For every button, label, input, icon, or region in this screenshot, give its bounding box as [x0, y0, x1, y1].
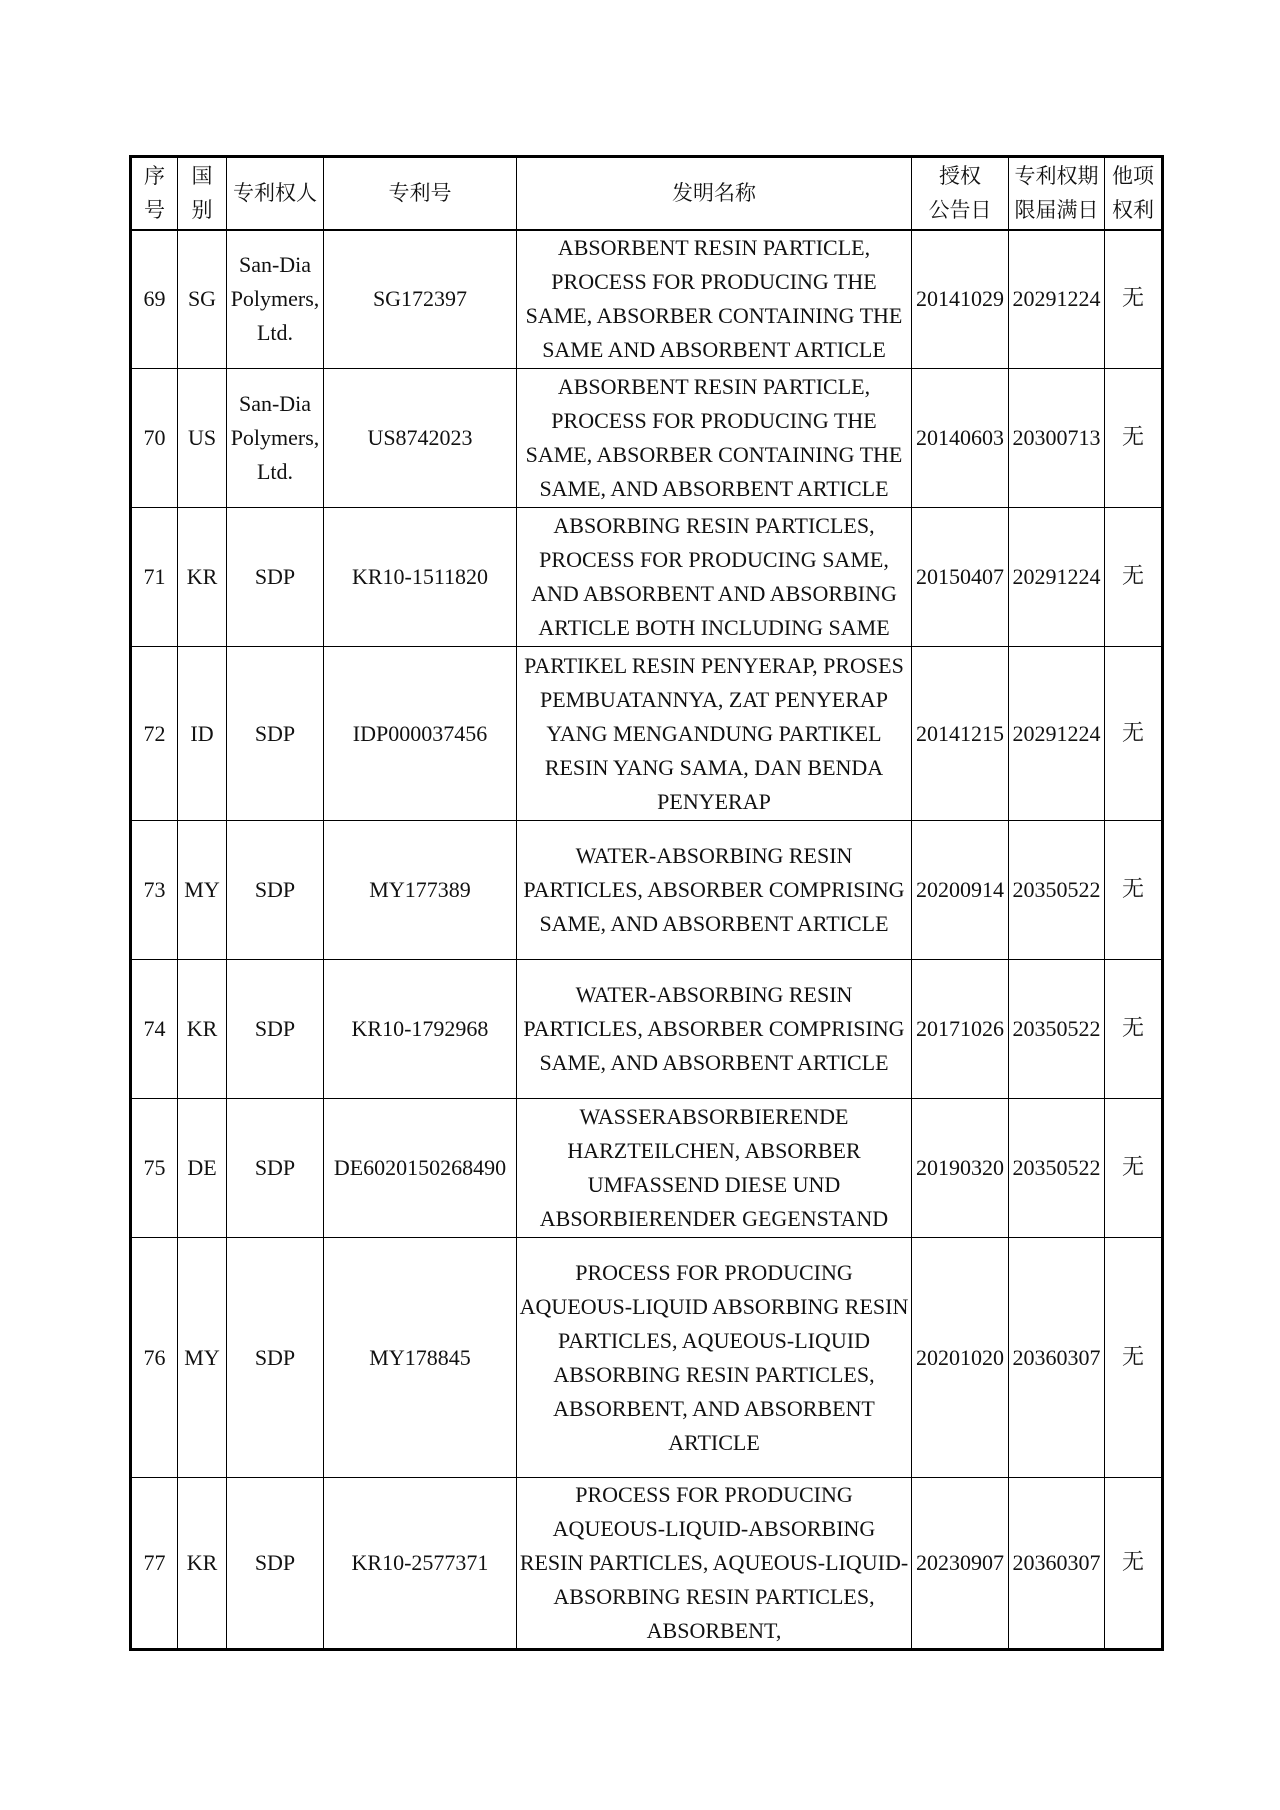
cell-owner: SDP: [227, 960, 324, 1099]
cell-seq: 71: [131, 508, 178, 647]
cell-patent-no: IDP000037456: [324, 647, 517, 821]
cell-expiry-date: 20350522: [1009, 960, 1105, 1099]
cell-other-rights: 无: [1105, 1478, 1163, 1650]
cell-expiry-date: 20291224: [1009, 508, 1105, 647]
header-row: [131, 157, 1163, 230]
cell-owner: SDP: [227, 821, 324, 960]
cell-country: ID: [178, 647, 227, 821]
cell-title: ABSORBING RESIN PARTICLES, PROCESS FOR PRODUCING SAME, AND ABSORBENT AND ABSORBING ARTICLE BOTH INCLUDING SAME: [517, 508, 912, 647]
table-row: [131, 369, 1163, 508]
cell-title: WATER-ABSORBING RESIN PARTICLES, ABSORBER COMPRISING SAME, AND ABSORBENT ARTICLE: [517, 821, 912, 960]
cell-owner: SDP: [227, 647, 324, 821]
cell-expiry-date: 20350522: [1009, 1099, 1105, 1238]
cell-grant-date: 20171026: [912, 960, 1009, 1099]
header-country: 国 别: [178, 157, 227, 230]
cell-expiry-date: 20360307: [1009, 1238, 1105, 1478]
cell-title: PROCESS FOR PRODUCING AQUEOUS-LIQUID-ABSORBING RESIN PARTICLES, AQUEOUS-LIQUID-ABSORBING RESIN PARTICLES, ABSORBENT,: [517, 1478, 912, 1650]
table-row: [131, 1099, 1163, 1238]
table-row: [131, 1478, 1163, 1650]
cell-patent-no: KR10-1511820: [324, 508, 517, 647]
cell-patent-no: MY177389: [324, 821, 517, 960]
table-row: [131, 1238, 1163, 1478]
cell-seq: 69: [131, 230, 178, 369]
cell-title: WASSERABSORBIERENDE HARZTEILCHEN, ABSORBER UMFASSEND DIESE UND ABSORBIERENDER GEGENSTAND: [517, 1099, 912, 1238]
cell-seq: 76: [131, 1238, 178, 1478]
cell-country: KR: [178, 508, 227, 647]
header-owner: 专利权人: [227, 157, 324, 230]
cell-expiry-date: 20360307: [1009, 1478, 1105, 1650]
cell-other-rights: 无: [1105, 508, 1163, 647]
cell-owner: SDP: [227, 1099, 324, 1238]
cell-owner: SDP: [227, 1478, 324, 1650]
cell-title: ABSORBENT RESIN PARTICLE, PROCESS FOR PRODUCING THE SAME, ABSORBER CONTAINING THE SAME, AND ABSORBENT ARTICLE: [517, 369, 912, 508]
header-patent-no: 专利号: [324, 157, 517, 230]
cell-other-rights: 无: [1105, 369, 1163, 508]
cell-country: MY: [178, 1238, 227, 1478]
cell-grant-date: 20140603: [912, 369, 1009, 508]
header-seq: 序 号: [131, 157, 178, 230]
header-expiry-date: 专利权期 限届满日: [1009, 157, 1105, 230]
cell-seq: 72: [131, 647, 178, 821]
cell-patent-no: KR10-2577371: [324, 1478, 517, 1650]
table-row: [131, 508, 1163, 647]
table-row: [131, 960, 1163, 1099]
cell-grant-date: 20150407: [912, 508, 1009, 647]
cell-country: US: [178, 369, 227, 508]
cell-expiry-date: 20291224: [1009, 230, 1105, 369]
cell-country: SG: [178, 230, 227, 369]
cell-grant-date: 20230907: [912, 1478, 1009, 1650]
cell-patent-no: KR10-1792968: [324, 960, 517, 1099]
table-row: [131, 821, 1163, 960]
table-row: [131, 230, 1163, 369]
cell-seq: 73: [131, 821, 178, 960]
cell-title: PROCESS FOR PRODUCING AQUEOUS-LIQUID ABSORBING RESIN PARTICLES, AQUEOUS-LIQUID ABSORBING RESIN PARTICLES, ABSORBENT, AND ABSORBENT ARTICLE: [517, 1238, 912, 1478]
cell-expiry-date: 20300713: [1009, 369, 1105, 508]
cell-seq: 70: [131, 369, 178, 508]
cell-patent-no: US8742023: [324, 369, 517, 508]
header-other-rights: 他项 权利: [1105, 157, 1163, 230]
cell-country: KR: [178, 960, 227, 1099]
cell-seq: 75: [131, 1099, 178, 1238]
cell-other-rights: 无: [1105, 821, 1163, 960]
cell-country: KR: [178, 1478, 227, 1650]
cell-expiry-date: 20291224: [1009, 647, 1105, 821]
cell-country: DE: [178, 1099, 227, 1238]
patent-table: [129, 155, 1164, 1651]
cell-country: MY: [178, 821, 227, 960]
cell-grant-date: 20200914: [912, 821, 1009, 960]
table-row: [131, 647, 1163, 821]
cell-other-rights: 无: [1105, 647, 1163, 821]
cell-title: ABSORBENT RESIN PARTICLE, PROCESS FOR PRODUCING THE SAME, ABSORBER CONTAINING THE SAME AND ABSORBENT ARTICLE: [517, 230, 912, 369]
cell-owner: San-Dia Polymers, Ltd.: [227, 230, 324, 369]
cell-other-rights: 无: [1105, 230, 1163, 369]
header-grant-date: 授权 公告日: [912, 157, 1009, 230]
cell-patent-no: SG172397: [324, 230, 517, 369]
cell-owner: San-Dia Polymers, Ltd.: [227, 369, 324, 508]
cell-owner: SDP: [227, 1238, 324, 1478]
cell-patent-no: DE6020150268490: [324, 1099, 517, 1238]
cell-title: PARTIKEL RESIN PENYERAP, PROSES PEMBUATANNYA, ZAT PENYERAP YANG MENGANDUNG PARTIKEL RESIN YANG SAMA, DAN BENDA PENYERAP: [517, 647, 912, 821]
cell-patent-no: MY178845: [324, 1238, 517, 1478]
cell-grant-date: 20190320: [912, 1099, 1009, 1238]
cell-owner: SDP: [227, 508, 324, 647]
cell-expiry-date: 20350522: [1009, 821, 1105, 960]
cell-grant-date: 20141029: [912, 230, 1009, 369]
cell-grant-date: 20141215: [912, 647, 1009, 821]
cell-grant-date: 20201020: [912, 1238, 1009, 1478]
cell-other-rights: 无: [1105, 1099, 1163, 1238]
header-title: 发明名称: [517, 157, 912, 230]
cell-seq: 74: [131, 960, 178, 1099]
cell-other-rights: 无: [1105, 960, 1163, 1099]
cell-title: WATER-ABSORBING RESIN PARTICLES, ABSORBER COMPRISING SAME, AND ABSORBENT ARTICLE: [517, 960, 912, 1099]
cell-seq: 77: [131, 1478, 178, 1650]
cell-other-rights: 无: [1105, 1238, 1163, 1478]
